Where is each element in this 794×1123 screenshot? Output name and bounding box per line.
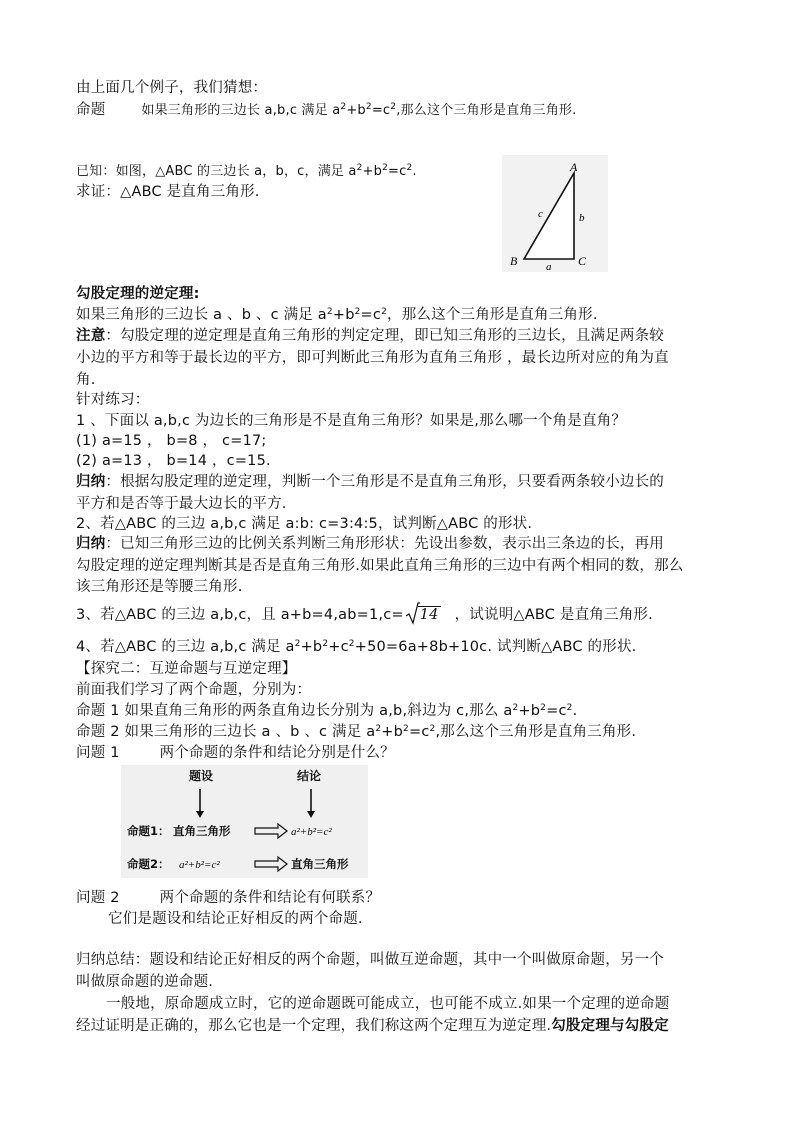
proposition-figure <box>121 765 368 878</box>
explore2-title: 【探究二：互逆命题与互逆定理】 <box>76 661 297 677</box>
known-line: 已知：如图，△ABC 的三边长 a，b，c，满足 $a^2+b^2=c^2$. <box>76 163 417 179</box>
question1-line: 问题 1 两个命题的条件和结论分别是什么？ <box>76 745 395 761</box>
vertex-B: B <box>510 254 518 268</box>
row1-conclusion: a²+b²=c² <box>291 826 332 838</box>
note-label: 注意 <box>76 328 106 344</box>
row2-conclusion: 直角三角形 <box>291 857 349 871</box>
summary2-line-3: 该三角形还是等腰三角形. <box>76 579 243 595</box>
note-line-2: 小边的平方和等于最长边的平方，即可判断此三角形为直角三角形 ，最长边所对应的角为直 <box>76 350 669 366</box>
row1-label: 命题1： <box>127 824 170 838</box>
answer2-line: 它们是题设和结论正好相反的两个命题. <box>108 911 363 927</box>
summary1-line-1: 归纳：根据勾股定理的逆定理，判断一个三角形是不是直角三角形，只要看两条较小边长的 <box>76 474 665 490</box>
conclusion-header: 结论 <box>297 769 322 783</box>
two-props-line: 前面我们学习了两个命题，分别为： <box>76 682 312 698</box>
summary1-line-2: 平方和是否等于最大边长的平方. <box>76 496 287 512</box>
prop1-line: 命题 1 如果直角三角形的两条直角边长分别为 a,b,斜边为 c,那么 $a^2+b^2=c^2$. <box>76 703 578 719</box>
final-line-1: 一般地，原命题成立时，它的逆命题既可能成立，也可能不成立.如果一个定理的逆命题 <box>106 996 670 1012</box>
side-b: b <box>579 212 585 224</box>
row1-hypothesis: 直角三角形 <box>173 824 231 838</box>
question-1-part-1: (1) a=15 ， b=8 ， c=17; <box>76 433 267 449</box>
conjecture-label: 命题 <box>76 102 106 118</box>
intro-text: 由上面几个例子，我们猜想： <box>76 80 268 96</box>
row2-hypothesis: a²+b²=c² <box>179 859 220 871</box>
converse-line: 如果三角形的三边长 a 、b 、c 满足 $a^2+b^2=c^2$，那么这个三角形是直角三角形. <box>76 307 598 323</box>
prove-line: 求证：△ABC 是直角三角形. <box>76 184 260 200</box>
row2-label: 命题2： <box>127 857 170 871</box>
triangle-figure <box>502 155 608 272</box>
prop2-line: 命题 2 如果三角形的三边长 a 、b 、c 满足 $a^2+b^2=c^2$,那么这个三角形是直角三角形. <box>76 724 637 740</box>
note-line-1: 注意：勾股定理的逆定理是直角三角形的判定定理，即已知三角形的三边长，且满足两条较 <box>76 328 665 344</box>
vertex-C: C <box>578 254 587 268</box>
conjecture-line: 命题 如果三角形的三边长 a,b,c 满足 $a^2+b^2=c^2$,那么这个三角形是直角三角形. <box>76 102 577 118</box>
conclusion-line-2: 叫做原命题的逆命题. <box>76 974 214 990</box>
question-1-part-2: (2) a=13 ， b=14 ，c=15. <box>76 453 271 469</box>
summary2-line-1: 归纳：已知三角形三边的比例关系判断三角形形状：先设出参数，表示出三条边的长，再用 <box>76 536 665 552</box>
hypothesis-header: 题设 <box>189 769 214 783</box>
question-4: 4、若△ABC 的三边 a,b,c 满足 $a^2+b^2+c^2+50=6a+8b+10c$. 试判断△ABC 的形状. <box>76 639 637 655</box>
side-c: c <box>538 208 543 220</box>
side-a: a <box>546 261 552 272</box>
question-2: 2、若△ABC 的三边 a,b,c 满足 a:b: c=3:4:5，试判断△ABC 的形状. <box>76 516 533 532</box>
practice-title: 针对练习： <box>76 392 150 408</box>
vertex-A: A <box>570 160 578 174</box>
converse-title: 勾股定理的逆定理: <box>76 286 200 302</box>
conclusion-line-1: 归纳总结：题设和结论正好相反的两个命题，叫做互逆命题，其中一个叫做原命题，另一个 <box>76 952 664 968</box>
summary2-line-2: 勾股定理的逆定理判断其是否是直角三角形.如果此直角三角形的三边中有两个相同的数，那么 <box>76 558 684 574</box>
note-line-3: 角. <box>76 372 96 388</box>
sqrt-radicand: 14 <box>419 607 439 623</box>
question-3: 3、若△ABC 的三边 a,b,c，且 a+b=4,ab=1,c= 14 ，试说明△ABC 是直角三角形. <box>76 604 653 626</box>
question-1: 1 、下面以 a,b,c 为边长的三角形是不是直角三角形？如果是,那么哪一个角是直角？ <box>76 413 627 429</box>
final-line-2: 经过证明是正确的，那么它也是一个定理，我们称这两个定理互为逆定理.勾股定理与勾股定 <box>76 1018 669 1034</box>
question2-line: 问题 2 两个命题的条件和结论有何联系？ <box>76 890 381 906</box>
